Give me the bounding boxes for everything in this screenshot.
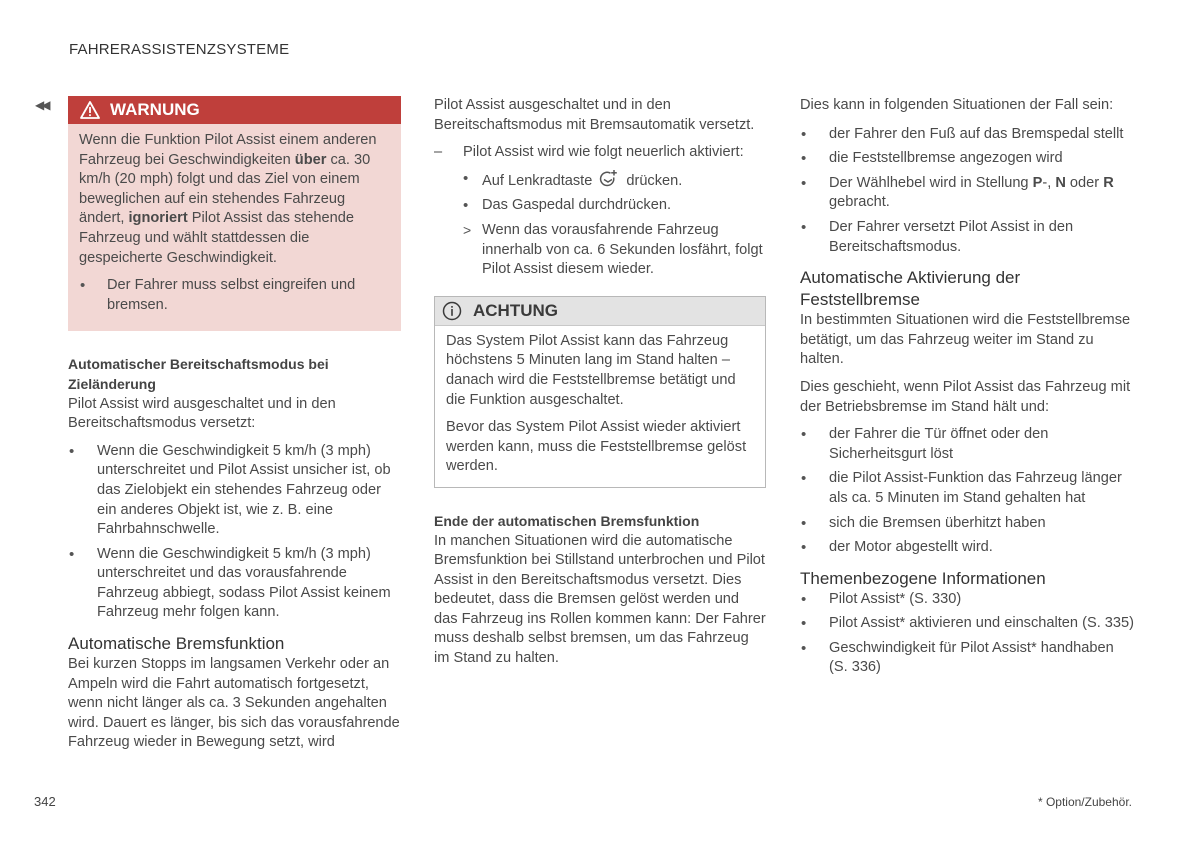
heading-related-info: Themenbezogene Informationen	[800, 568, 1046, 588]
caution-text: Bevor das System Pilot Assist wieder aktiviert werden kann, muss die Feststellbremse gelöst werden.	[446, 419, 747, 475]
caution-text: Das System Pilot Assist kann das Fahrzeug höchstens 5 Minuten lang im Stand halten – danach wird die Feststellbremse betätigt und die Funktion ausgeschaltet.	[446, 332, 736, 408]
column-3	[800, 96, 1135, 684]
list-item: • die Pilot Assist-Funktion das Fahrzeug länger als ca. 5 Minuten im Stand gehalten hat	[800, 469, 1135, 508]
related-link[interactable]: • Pilot Assist* (S. 330)	[800, 590, 1135, 610]
list-item: • Der Fahrer versetzt Pilot Assist in den Bereitschaftsmodus.	[800, 218, 1135, 257]
list-item: • Der Wählhebel wird in Stellung P-, N oder R gebracht.	[800, 174, 1135, 213]
column-2	[434, 96, 766, 677]
warning-bullet: • Der Fahrer muss selbst eingreifen und bremsen.	[79, 276, 389, 315]
heading-auto-brake: Automatische Bremsfunktion	[68, 634, 285, 654]
paragraph: In bestimmten Situationen wird die Feststellbremse betätigt, um das Fahrzeug weiter im Stand zu halten.	[800, 312, 1131, 368]
list-item: • Wenn die Geschwindigkeit 5 km/h (3 mph) unterschreitet und das vorausfahrende Fahrzeug abbiegt, sodass Pilot Assist keinem Fahrzeug mehr folgen kann.	[68, 545, 401, 623]
step-dash: –	[434, 144, 443, 161]
heading-standby-target-change: Automatischer Bereitschaftsmodus bei Zieländerung	[68, 356, 329, 392]
paragraph: Dies kann in folgenden Situationen der Fall sein:	[800, 97, 1114, 113]
list-item: • Wenn die Geschwindigkeit 5 km/h (3 mph) unterschreitet und Pilot Assist unsicher ist, ob das Zielobjekt ein stehendes Fahrzeug oder ein anderes Objekt ist, wie z. B. eine Fahrbahnschwelle.	[68, 442, 401, 540]
paragraph: Bei kurzen Stopps im langsamen Verkehr oder an Ampeln wird die Fahrt automatisch fortgesetzt, wenn nicht länger als ca. 3 Sekunden angehalten wird. Dauert es länger, bis sich das vorausfahrende Fahrzeug wieder in Bewegung setzt, wird	[68, 656, 400, 751]
warning-title: WARNUNG	[110, 100, 200, 120]
paragraph: Pilot Assist ausgeschaltet und in den Bereitschaftsmodus mit Bremsautomatik versetzt.	[434, 97, 755, 133]
caution-header	[435, 297, 765, 326]
list-item: • der Fahrer die Tür öffnet oder den Sicherheitsgurt löst	[800, 425, 1135, 464]
warning-triangle-icon	[80, 101, 100, 119]
heading-end-auto-brake: Ende der automatischen Bremsfunktion	[434, 512, 700, 529]
list-item: • die Feststellbremse angezogen wird	[800, 149, 1135, 169]
column-1	[68, 96, 401, 761]
paragraph: In manchen Situationen wird die automatische Bremsfunktion bei Stillstand unterbrochen und Pilot Assist in den Bereitschaftsmodus versetzt. Dies bedeutet, dass die Bremsen gelöst werden und das Fahrzeug ins Rollen kommen kann: Der Fahrer muss deshalb selbst bremsen, um das Fahrzeug im Stand zu halten.	[434, 532, 766, 667]
step	[434, 143, 766, 163]
list-item: • Das Gaspedal durchdrücken.	[463, 196, 766, 216]
footnote: * Option/Zubehör.	[1037, 795, 1132, 809]
list-item: • der Motor abgestellt wird.	[800, 538, 1135, 558]
warning-header	[68, 96, 401, 124]
paragraph: Dies geschieht, wenn Pilot Assist das Fahrzeug mit der Betriebsbremse im Stand hält und:	[800, 378, 1131, 415]
page-number: 342	[34, 794, 56, 809]
list-item: • der Fahrer den Fuß auf das Bremspedal stellt	[800, 125, 1135, 145]
list-item: • Auf Lenkradtaste drücken.	[463, 169, 766, 192]
paragraph: Pilot Assist wird ausgeschaltet und in den Bereitschaftsmodus versetzt:	[68, 395, 336, 432]
section-title: FAHRERASSISTENZSYSTEME	[69, 41, 290, 58]
steering-wheel-button-icon	[598, 169, 618, 189]
related-link[interactable]: • Pilot Assist* aktivieren und einschalten (S. 335)	[800, 614, 1135, 634]
info-circle-icon	[442, 301, 462, 321]
warning-text: Wenn die Funktion Pilot Assist einem anderen Fahrzeug bei Geschwindigkeiten über ca. 30 km/h (20 mph) folgt und das Ziel von einem beweglichen auf ein stehendes Fahrzeug ändert, ignoriert Pilot Assist das stehende Fahrzeug und wählt stattdessen die gespeicherte Geschwindigkeit.	[79, 132, 377, 266]
continued-icon: ◀◀	[35, 98, 48, 112]
result-item: > Wenn das vorausfahrende Fahrzeug innerhalb von ca. 6 Sekunden losfährt, folgt Pilot Assist diesem wieder.	[463, 221, 766, 280]
step-text: Pilot Assist wird wie folgt neuerlich aktiviert:	[463, 144, 744, 161]
caution-title: ACHTUNG	[473, 300, 558, 320]
heading-auto-parking-brake: Automatische Aktivierung der Feststellbremse	[800, 268, 1021, 310]
related-link[interactable]: • Geschwindigkeit für Pilot Assist* handhaben (S. 336)	[800, 639, 1135, 678]
caution-box	[434, 296, 766, 488]
list-item: • sich die Bremsen überhitzt haben	[800, 514, 1135, 534]
warning-box	[68, 96, 401, 331]
